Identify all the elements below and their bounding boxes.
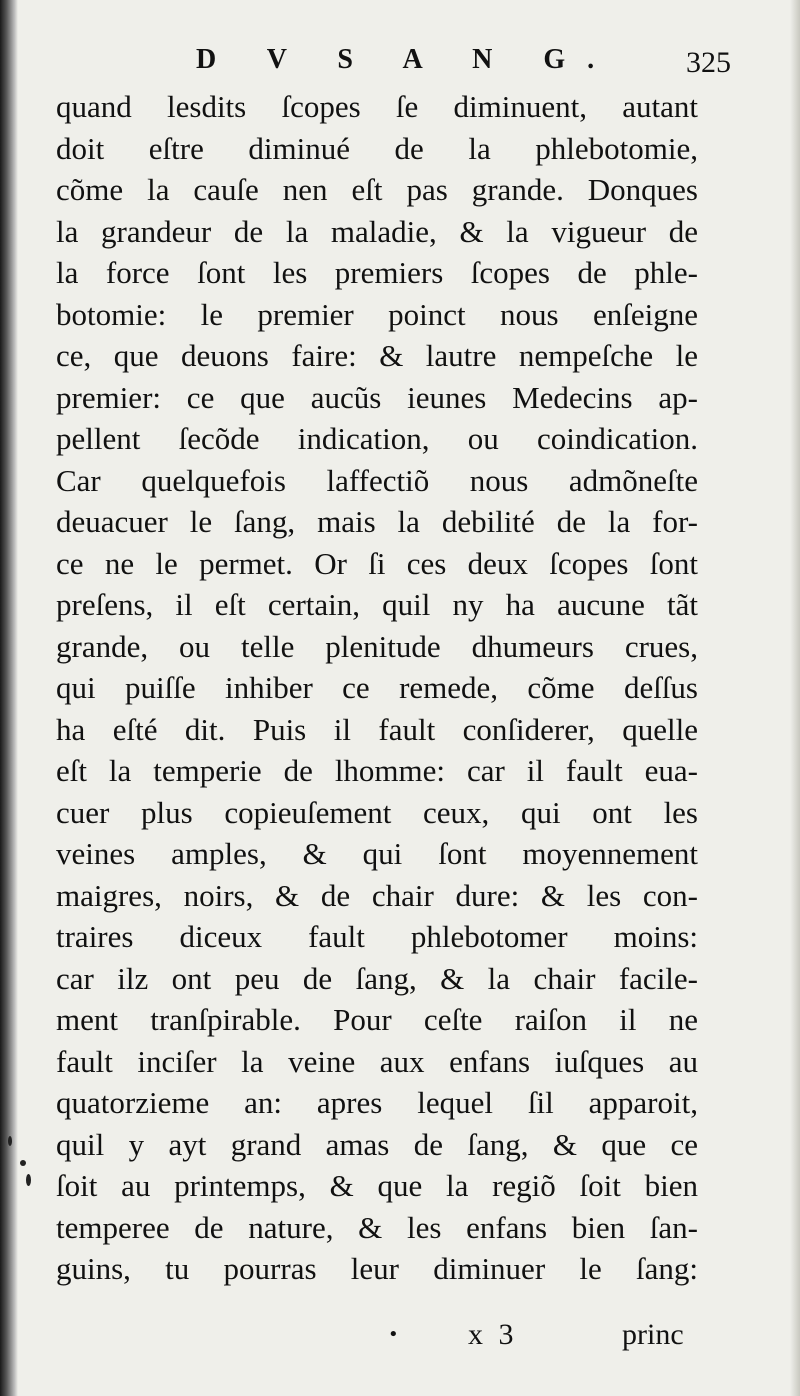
text-line: fault inciſer la veine aux enfans iuſques au <box>56 1043 698 1079</box>
text-line: pellent ſecõde indication, ou coindication. <box>56 421 698 456</box>
text-line: temperee de nature, & les enfans bien ſan- <box>56 1209 698 1245</box>
text-line: cuer plus copieuſement ceux, qui ont les <box>56 794 698 830</box>
text-line: quil y ayt grand amas de ſang, & que ce <box>56 1126 698 1162</box>
text-line: ce, que deuons faire: & lautre nempeſche le <box>56 338 698 373</box>
text-line: traires diceux fault phlebotomer moins: <box>56 919 698 954</box>
text-line: la grandeur de la maladie, & la vigueur de <box>56 213 698 249</box>
footer-bullet: • <box>388 1324 399 1345</box>
page-footer <box>0 1318 800 1358</box>
signature-mark: x 3 <box>468 1318 518 1351</box>
running-head <box>0 44 800 80</box>
margin-specks <box>6 1130 36 1210</box>
text-line: ſoit au printemps, & que la regiõ ſoit bien <box>56 1168 698 1203</box>
catchword: princ <box>622 1318 684 1351</box>
body-text <box>56 86 698 1290</box>
text-line: la force ſont les premiers ſcopes de phle- <box>56 255 698 290</box>
text-line: cõme la cauſe nen eſt pas grande. Donques <box>56 172 698 207</box>
text-line: ment tranſpirable. Pour ceſte raiſon il ne <box>56 1002 698 1037</box>
text-line: qui puiſſe inhiber ce remede, cõme deſſus <box>56 670 698 705</box>
text-line: quand lesdits ſcopes ſe diminuent, autant <box>56 89 698 124</box>
running-title: D V S A N G. <box>196 44 617 75</box>
text-line: botomie: le premier poinct nous enſeigne <box>56 296 698 332</box>
page-number: 325 <box>686 46 731 79</box>
text-line: Car quelquefois laffectiõ nous admõneſte <box>56 462 698 498</box>
text-line: car ilz ont peu de ſang, & la chair facile- <box>56 960 698 996</box>
text-line: doit eſtre diminué de la phlebotomie, <box>56 130 698 166</box>
text-line: preſens, il eſt certain, quil ny ha aucune tãt <box>56 587 698 622</box>
text-line: ce ne le permet. Or ſi ces deux ſcopes ſont <box>56 545 698 581</box>
text-line: grande, ou telle plenitude dhumeurs crues, <box>56 628 698 664</box>
text-line: veines amples, & qui ſont moyennement <box>56 836 698 871</box>
text-line: deuacuer le ſang, mais la debilité de la for- <box>56 504 698 539</box>
text-line: quatorzieme an: apres lequel ſil apparoit, <box>56 1085 698 1120</box>
text-line: ha eſté dit. Puis il fault conſiderer, quelle <box>56 711 698 747</box>
text-line: guins, tu pourras leur diminuer le ſang: <box>56 1251 698 1286</box>
page-edge <box>790 0 800 1396</box>
text-line: premier: ce que aucũs ieunes Medecins ap- <box>56 379 698 415</box>
text-line: eſt la temperie de lhomme: car il fault eua- <box>56 753 698 788</box>
text-line: maigres, noirs, & de chair dure: & les con- <box>56 877 698 913</box>
